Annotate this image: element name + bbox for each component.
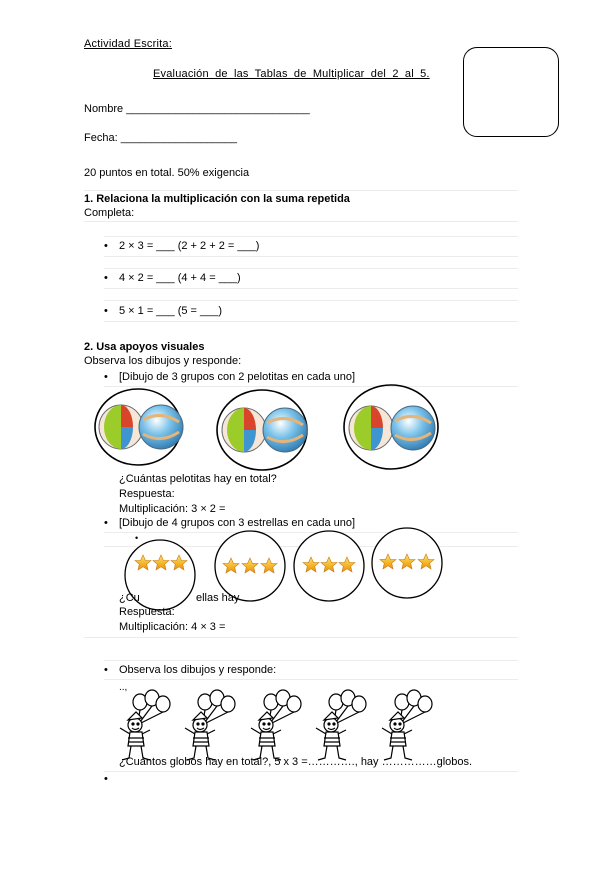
bullet-icon: •	[104, 272, 108, 284]
points-note: 20 puntos en total. 50% exigencia	[84, 167, 250, 179]
section1-title: 1. Relaciona la multiplicación con la suma repetida	[84, 193, 350, 205]
exercise-text: 2 × 3 = ___ (2 + 2 + 2 = ___)	[119, 240, 260, 252]
clown-balloons-icon	[120, 690, 170, 760]
stars-caption: [Dibujo de 4 grupos con 3 estrellas en cada uno]	[119, 517, 356, 529]
marble-ball-icon	[391, 406, 435, 450]
divider	[104, 679, 518, 680]
divider	[104, 236, 518, 237]
divider	[104, 660, 518, 661]
section2-instruction: Observa los dibujos y responde:	[84, 355, 242, 367]
balls-multiplication: Multiplicación: 3 × 2 =	[119, 503, 226, 515]
balls-question: ¿Cuántas pelotitas hay en total?	[119, 473, 277, 485]
date-label: Fecha:	[84, 132, 118, 144]
balls-caption: [Dibujo de 3 grupos con 2 pelotitas en cada uno]	[119, 371, 356, 383]
bullet-icon: •	[135, 533, 139, 543]
stray-mark: ..,	[119, 682, 128, 693]
stars-question-right: ellas hay	[196, 592, 240, 604]
clown-balloons-icon	[316, 690, 366, 760]
balls-answer-label: Respuesta:	[119, 488, 175, 500]
divider	[84, 221, 518, 222]
name-label: Nombre	[84, 103, 124, 115]
divider	[104, 300, 518, 301]
stars-drawing	[0, 530, 600, 610]
divider	[104, 268, 518, 269]
clown-balloons-icon	[251, 690, 301, 760]
beach-ball-icon	[222, 408, 266, 452]
balloons-question: ¿Cuántos globos hay en total?, 5 x 3 =…………., hay ……………globos.	[119, 756, 473, 768]
divider	[104, 321, 518, 322]
bullet-icon: •	[104, 517, 108, 529]
stars-multiplication: Multiplicación: 4 × 3 =	[119, 621, 226, 633]
clown-balloons-icon	[382, 690, 432, 760]
exercise-text: 4 × 2 = ___ (4 + 4 = ___)	[119, 272, 241, 284]
marble-ball-icon	[139, 405, 183, 449]
divider	[84, 190, 518, 191]
stars-question-left: ¿Cu	[119, 592, 140, 604]
date-line: ___________________	[120, 132, 237, 144]
beach-ball-icon	[349, 406, 393, 450]
bullet-icon: •	[104, 773, 108, 785]
date-field[interactable]	[84, 132, 237, 144]
activity-label: Actividad Escrita:	[84, 38, 172, 50]
marble-ball-icon	[263, 408, 307, 452]
divider	[104, 288, 518, 289]
section1-instruction: Completa:	[84, 207, 135, 219]
divider	[104, 256, 518, 257]
beach-ball-icon	[99, 405, 143, 449]
section2-title: 2. Usa apoyos visuales	[84, 341, 205, 353]
clown-balloons-icon	[185, 690, 235, 760]
balls-drawing	[0, 380, 600, 480]
stars-answer-label: Respuesta:	[119, 606, 175, 618]
page-title: Evaluación de las Tablas de Multiplicar del 2 al 5.	[153, 68, 430, 80]
divider	[104, 771, 518, 772]
divider	[84, 637, 518, 638]
bullet-icon: •	[104, 305, 108, 317]
name-field[interactable]	[84, 103, 310, 115]
exercise-text: 5 × 1 = ___ (5 = ___)	[119, 305, 223, 317]
name-line: ______________________________	[126, 103, 310, 115]
section3-instruction: Observa los dibujos y responde:	[119, 664, 277, 676]
bullet-icon: •	[104, 371, 108, 383]
photo-box	[463, 47, 559, 137]
bullet-icon: •	[104, 664, 108, 676]
bullet-icon: •	[104, 240, 108, 252]
